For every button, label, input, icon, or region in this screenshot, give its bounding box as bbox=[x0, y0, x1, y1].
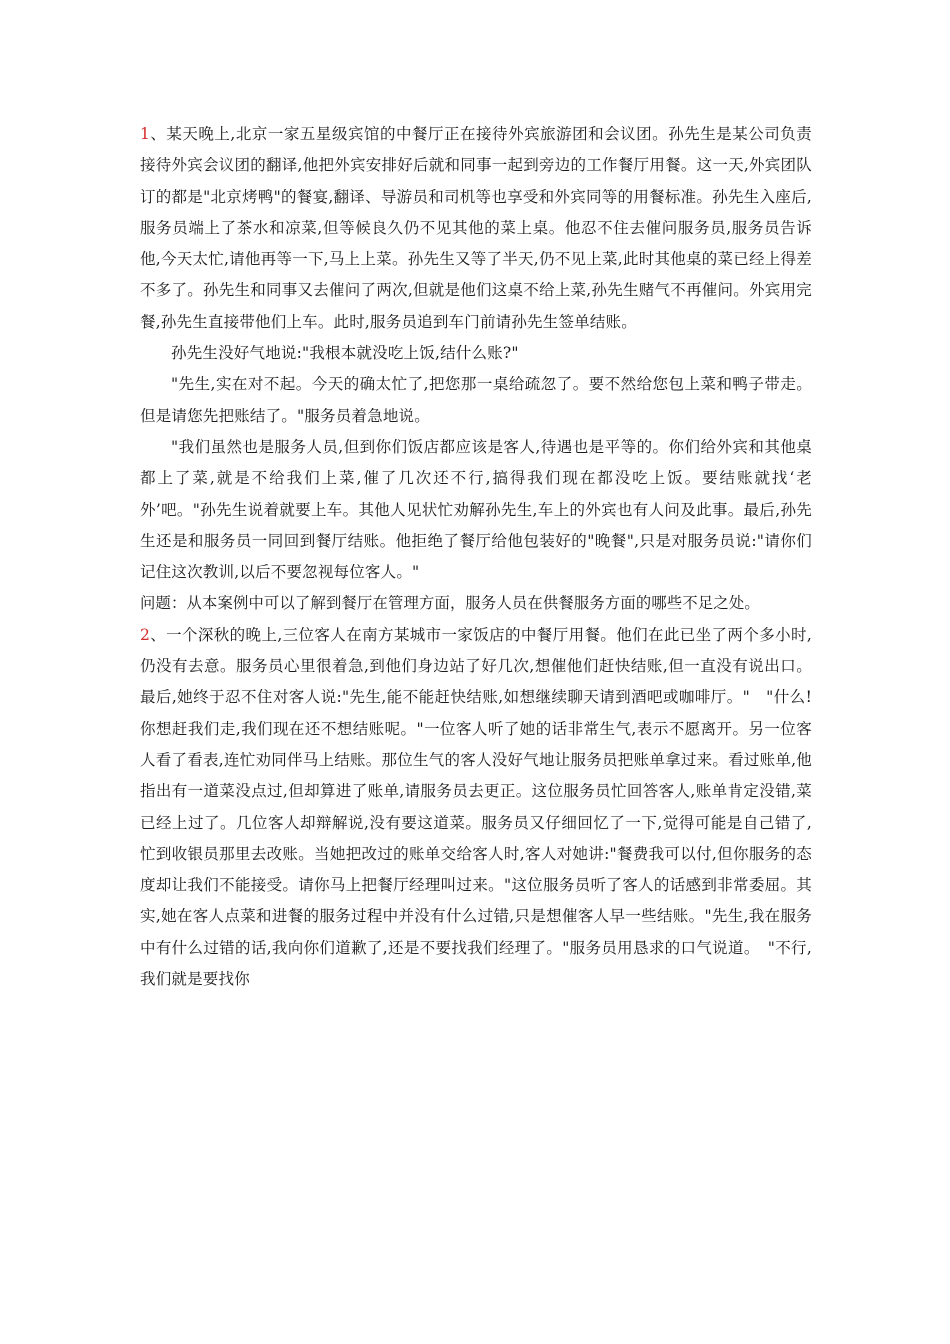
case-1-dialog-1: 孙先生没好气地说:"我根本就没吃上饭,结什么账?" bbox=[171, 344, 519, 363]
case-2-body: 、一个深秋的晚上,三位客人在南方某城市一家饭店的中餐厅用餐。他们在此已坐了两个多小时,仍没有去意。服务员心里很着急,到他们身边站了好几次,想催他们赶快结账,但一直没有说出口。最后,她终于忍不住对客人说:"先生,能不能赶快结账,如想继续聊天请到酒吧或咖啡厅。" "什么!你想赶我们走,我们现在还不想结账呢。"一位客人听了她的话非常生气,表示不愿离开。另一位客人看了看表,连忙劝同伴马上结账。那位生气的客人没好气地让服务员把账单拿过来。看过账单,他指出有一道菜没点过,但却算进了账单,请服务员去更正。这位服务员忙回答客人,账单肯定没错,菜已经上过了。几位客人却辩解说,没有要这道菜。服务员又仔细回忆了一下,觉得可能是自己错了,忙到收银员那里去改账。当她把改过的账单交给客人时,客人对她讲:"餐费我可以付,但你服务的态度却让我们不能接受。请你马上把餐厅经理叫过来。"这位服务员听了客人的话感到非常委屈。其实,她在客人点菜和进餐的服务过程中并没有什么过错,只是想催客人早一些结账。"先生,我在服务中有什么过错的话,我向你们道歉了,还是不要找我们经理了。"服务员用恳求的口气说道。 "不行,我们就是要找你 bbox=[140, 625, 812, 989]
case-1-dialog-3: "我们虽然也是服务人员,但到你们饭店都应该是客人,待遇也是平等的。你们给外宾和其他桌都上了菜,就是不给我们上菜,催了几次还不行,搞得我们现在都没吃上饭。要结账就找‘老外’吧。"孙先生说着就要上车。其他人见状忙劝解孙先生,车上的外宾也有人问及此事。最后,孙先生还是和服务员一同回到餐厅结账。他拒绝了餐厅给他包装好的"晚餐",只是对服务员说:"请你们记住这次教训,以后不要忽视每位客人。" bbox=[140, 437, 812, 582]
case-2-text bbox=[140, 620, 812, 996]
case-2-number: 2 bbox=[140, 625, 151, 644]
case-1-intro bbox=[140, 119, 812, 338]
case-1-intro-text: 、某天晚上,北京一家五星级宾馆的中餐厅正在接待外宾旅游团和会议团。孙先生是某公司负责接待外宾会议团的翻译,他把外宾安排好后就和同事一起到旁边的工作餐厅用餐。这一天,外宾团队订的都是"北京烤鸭"的餐宴,翻译、导游员和司机等也享受和外宾同等的用餐标准。孙先生入座后,服务员端上了茶水和凉菜,但等候良久仍不见其他的菜上桌。他忍不住去催问服务员,服务员告诉他,今天太忙,请他再等一下,马上上菜。孙先生又等了半天,仍不见上菜,此时其他桌的菜已经上得差不多了。孙先生和同事又去催问了两次,但就是他们这桌不给上菜,孙先生赌气不再催问。外宾用完餐,孙先生直接带他们上车。此时,服务员追到车门前请孙先生签单结账。 bbox=[140, 125, 812, 331]
case-1-question: 问题：从本案例中可以了解到餐厅在管理方面，服务人员在供餐服务方面的哪些不足之处。 bbox=[140, 594, 760, 613]
document-page bbox=[140, 119, 812, 995]
case-1-number: 1 bbox=[140, 125, 151, 143]
case-1-dialog-2: "先生,实在对不起。今天的确太忙了,把您那一桌给疏忽了。要不然给您包上菜和鸭子带走。但是请您先把账结了。"服务员着急地说。 bbox=[140, 375, 812, 425]
